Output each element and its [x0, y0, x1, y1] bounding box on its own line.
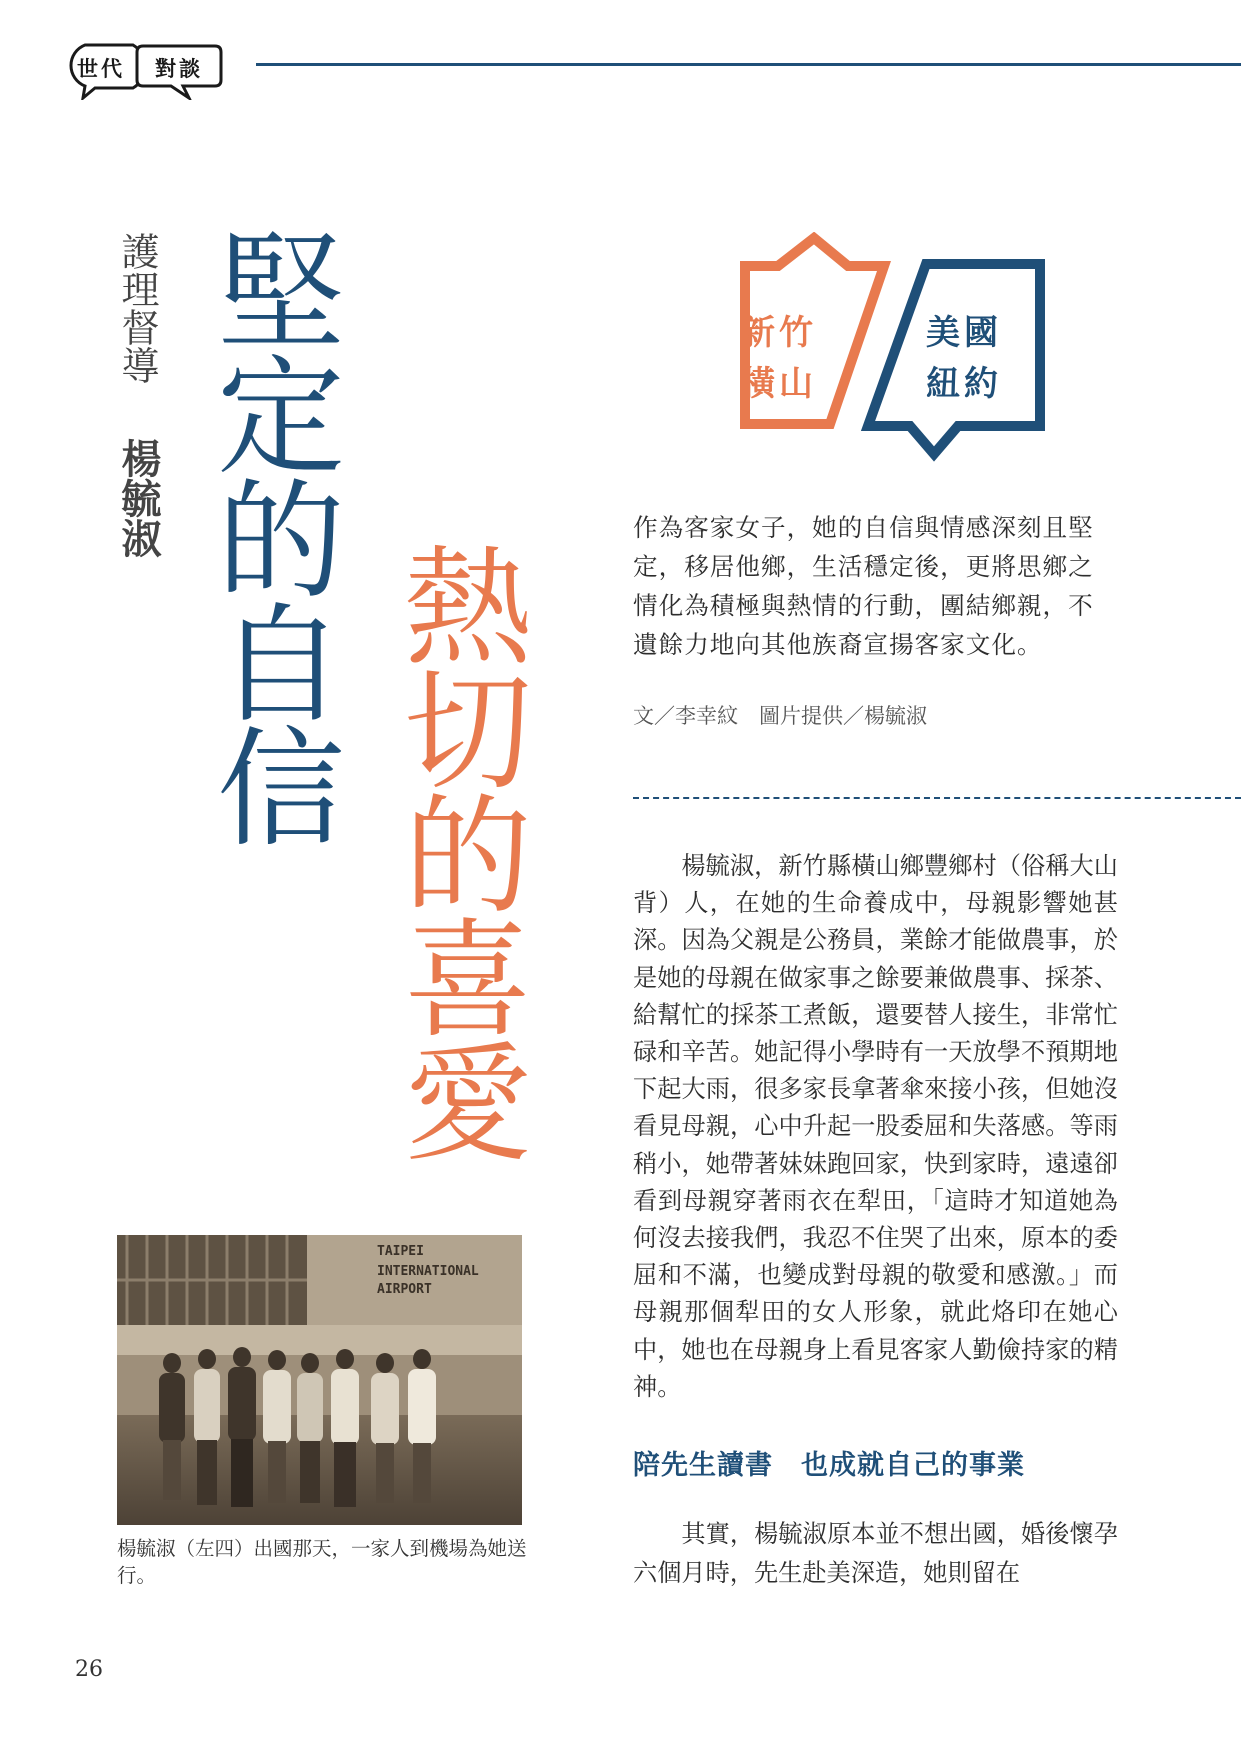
- main-title-secondary: 熱切的喜愛: [382, 540, 531, 1160]
- article-body: [633, 848, 1118, 1406]
- author-name: 楊毓淑: [115, 438, 161, 558]
- badge-label-left: 世代: [77, 57, 125, 81]
- byline-credit: 文／李幸紋 圖片提供／楊毓淑: [633, 704, 927, 728]
- logo-origin-line2: 橫山: [741, 364, 817, 404]
- body-paragraph: 其實，楊毓淑原本並不想出國，婚後懷孕六個月時，先生赴美深造，她則留在: [633, 1520, 1118, 1587]
- header-rule: [256, 63, 1241, 66]
- logo-destination-line1: 美國: [926, 313, 1002, 353]
- airport-sign-line3: AIRPORT: [377, 1282, 432, 1297]
- family-airport-photo: [117, 1235, 522, 1525]
- main-title-primary: 堅定的自信: [195, 225, 344, 845]
- logo-destination-line2: 紐約: [926, 364, 1002, 404]
- logo-origin-line1: 新竹: [741, 313, 817, 353]
- section-divider: [633, 797, 1241, 799]
- section-subheading: 陪先生讀書 也成就自己的事業: [633, 1450, 1025, 1481]
- photo-caption: 楊毓淑（左四）出國那天，一家人到機場為她送行。: [117, 1537, 527, 1587]
- badge-label-right: 對談: [155, 57, 203, 81]
- article-body-continued: [633, 1515, 1118, 1593]
- intro-paragraph: 作為客家女子，她的自信與情感深刻且堅定，移居他鄉，生活穩定後，更將思鄉之情化為積極與熱情的行動，團結鄉親，不遺餘力地向其他族裔宣揚客家文化。: [633, 513, 1094, 659]
- body-paragraph: 楊毓淑，新竹縣橫山鄉豐鄉村（俗稱大山背）人，在她的生命養成中，母親影響她甚深。因為父親是公務員，業餘才能做農事，於是她的母親在做家事之餘要兼做農事、採茶、給幫忙的採茶工煮飯，還要替人接生，非常忙碌和辛苦。她記得小學時有一天放學不預期地下起大雨，很多家長拿著傘來接小孩，但她沒看見母親，心中升起一股委屈和失落感。等雨稍小，她帶著妹妹跑回家，快到家時，遠遠卻看到母親穿著雨衣在犁田，「這時才知道她為何沒去接我們，我忍不住哭了出來，原本的委屈和不滿，也變成對母親的敬愛和感激。」而母親那個犁田的女人形象，就此烙印在她心中，她也在母親身上看見客家人勤儉持家的精神。: [633, 852, 1118, 1401]
- page-number: 26: [75, 1657, 103, 1682]
- airport-sign-line1: TAIPEI: [377, 1244, 424, 1259]
- airport-sign-line2: INTERNATIONAL: [377, 1264, 479, 1279]
- author-job-title: 護理督導: [115, 232, 159, 384]
